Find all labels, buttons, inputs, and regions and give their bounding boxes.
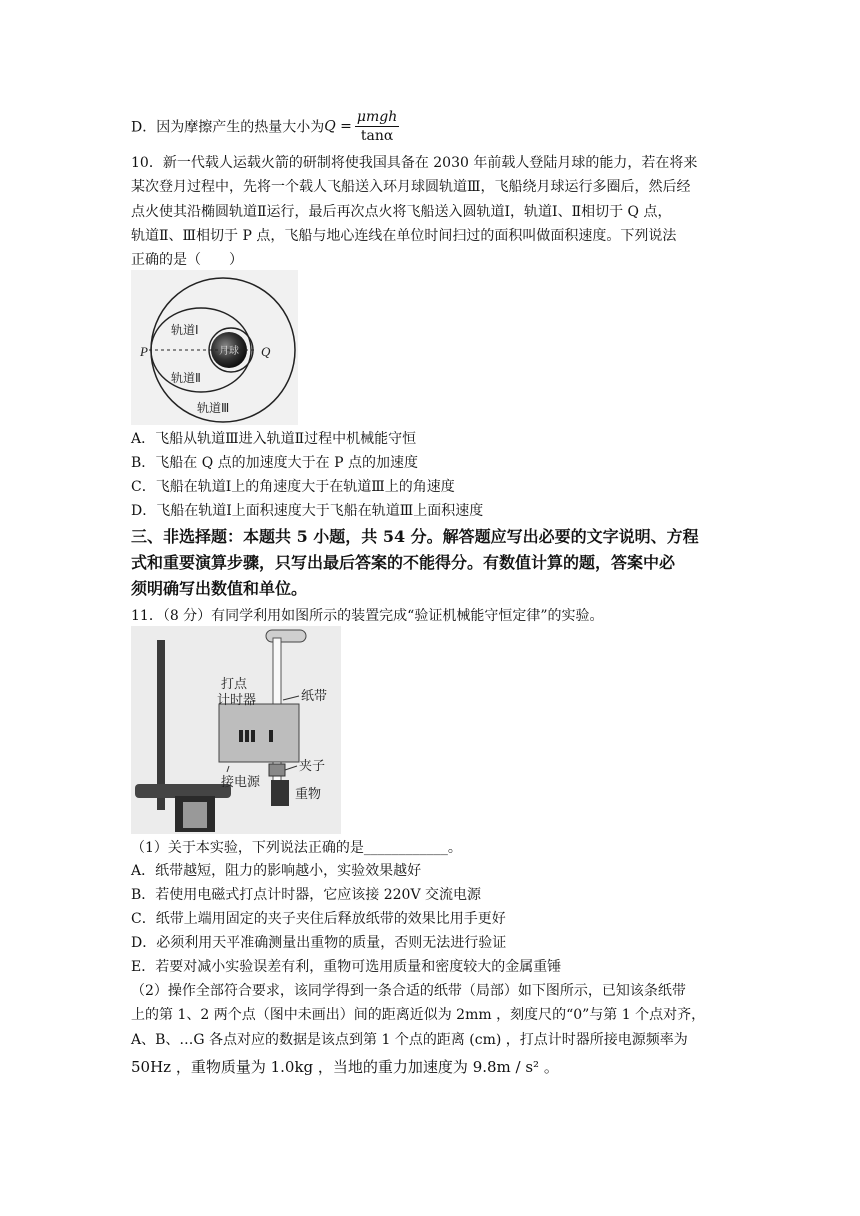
orbit-diagram xyxy=(131,270,298,425)
orbit-figure xyxy=(131,270,298,425)
label-q: Q xyxy=(261,344,271,359)
label-clip: 夹子 xyxy=(299,759,326,774)
leader-tape xyxy=(283,696,299,700)
base-clamp-inner xyxy=(183,802,207,828)
q11-option-c: C．纸带上端用固定的夹子夹住后释放纸带的效果比用手更好 xyxy=(131,911,506,927)
q9-option-d-text: D．因为摩擦产生的热量大小为 xyxy=(131,119,325,136)
formula-numerator: μmgh xyxy=(356,109,398,125)
q10-line-2: 某次登月过程中，先将一个载人飞船送入环月球圆轨道Ⅲ，飞船绕月球运行多圈后，然后经 xyxy=(131,179,691,195)
timer-slot-4 xyxy=(269,730,273,742)
label-tape: 纸带 xyxy=(301,689,328,704)
label-timer-1: 打点 xyxy=(221,677,248,692)
formula-lhs: Q = xyxy=(324,118,352,135)
label-timer-2: 计时器 xyxy=(217,693,257,708)
q11-sub2-line-1: （2）操作全部符合要求，该同学得到一条合适的纸带（局部）如下图所示，已知该条纸带 xyxy=(131,983,686,999)
timer-body xyxy=(219,704,299,762)
apparatus-diagram xyxy=(131,626,341,834)
label-power: 接电源 xyxy=(221,775,261,790)
weight-block xyxy=(271,780,289,806)
apparatus-figure xyxy=(131,626,341,834)
q11-sub1: （1）关于本实验，下列说法正确的是____________。 xyxy=(131,840,462,856)
label-moon: 月球 xyxy=(219,346,239,357)
q10-option-c: C．飞船在轨道Ⅰ上的角速度大于在轨道Ⅲ上的角速度 xyxy=(131,479,455,495)
timer-slot-3 xyxy=(251,730,255,742)
q10-option-d: D．飞船在轨道Ⅰ上面积速度大于飞船在轨道Ⅲ上面积速度 xyxy=(131,503,484,519)
base-plate xyxy=(135,784,231,798)
q11-intro: 11．（8 分）有同学利用如图所示的装置完成“验证机械能守恒定律”的实验。 xyxy=(131,608,604,624)
q11-sub2-line-4: 50Hz ，重物质量为 1.0kg ，当地的重力加速度为 9.8m / s² 。 xyxy=(131,1058,559,1076)
q11-option-a: A．纸带越短，阻力的影响越小，实验效果越好 xyxy=(131,863,422,879)
leader-clip xyxy=(285,766,297,770)
clip xyxy=(269,764,285,776)
q10-option-b: B．飞船在 Q 点的加速度大于在 P 点的加速度 xyxy=(131,455,418,471)
label-orbit-1: 轨道Ⅰ xyxy=(171,323,199,337)
section3-line-1: 三、非选择题：本题共 5 小题，共 54 分。解答题应写出必要的文字说明、方程 xyxy=(131,527,699,546)
leader-power xyxy=(227,766,229,772)
q10-line-1: 10．新一代载人运载火箭的研制将使我国具备在 2030 年前载人登陆月球的能力，若在将来 xyxy=(131,155,698,171)
label-p: P xyxy=(140,344,148,359)
q10-line-3: 点火使其沿椭圆轨道Ⅱ运行，最后再次点火将飞船送入圆轨道Ⅰ，轨道Ⅰ、Ⅱ相切于 Q 点， xyxy=(131,204,672,220)
q10-line-5: 正确的是（ ） xyxy=(131,252,243,268)
timer-slot-2 xyxy=(245,730,249,742)
top-bracket xyxy=(266,630,306,642)
formula-denominator: tanα xyxy=(360,128,394,144)
formula-fraction xyxy=(355,108,399,145)
q11-option-b: B．若使用电磁式打点计时器，它应该接 220V 交流电源 xyxy=(131,887,482,903)
section3-line-3: 须明确写出数值和单位。 xyxy=(131,579,308,598)
q11-sub2-line-2: 上的第 1、2 两个点（图中未画出）间的距离近似为 2mm ，刻度尺的“0”与第 1 个点对齐， xyxy=(131,1007,706,1023)
section3-line-2: 式和重要演算步骤，只写出最后答案的不能得分。有数值计算的题，答案中必 xyxy=(131,553,676,572)
q11-sub2-line-3: A、B、…G 各点对应的数据是该点到第 1 个点的距离 (cm) ，打点计时器所接电源频率为 xyxy=(131,1032,688,1048)
q11-option-e: E．若要对减小实验误差有利，重物可选用质量和密度较大的金属重锤 xyxy=(131,959,562,975)
q10-option-a: A．飞船从轨道Ⅲ进入轨道Ⅱ过程中机械能守恒 xyxy=(131,431,417,447)
q9-option-d xyxy=(131,108,399,145)
timer-slot-1 xyxy=(239,730,243,742)
q11-option-d: D．必须利用天平准确测量出重物的质量，否则无法进行验证 xyxy=(131,935,507,951)
q10-line-4: 轨道Ⅱ、Ⅲ相切于 P 点，飞船与地心连线在单位时间扫过的面积叫做面积速度。下列说法 xyxy=(131,228,677,244)
label-weight: 重物 xyxy=(295,787,322,802)
label-orbit-3: 轨道Ⅲ xyxy=(197,401,230,415)
label-orbit-2: 轨道Ⅱ xyxy=(171,371,201,385)
